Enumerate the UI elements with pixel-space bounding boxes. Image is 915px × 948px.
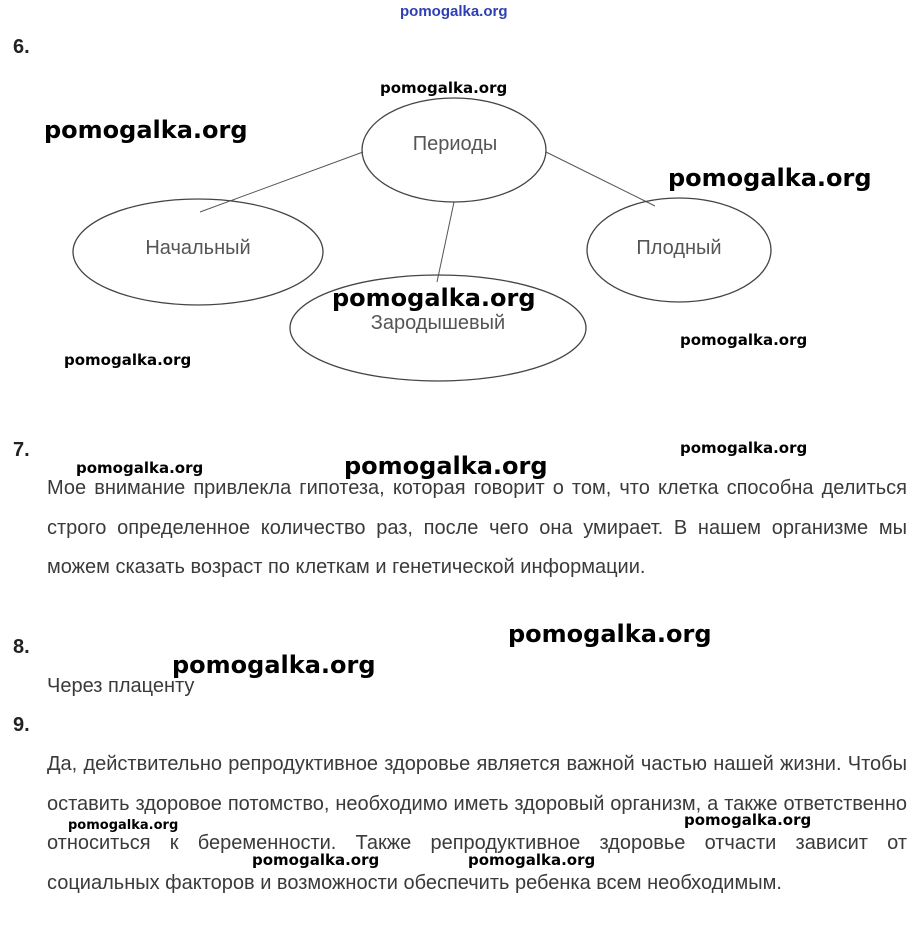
- question-number-9: 9.: [13, 714, 30, 736]
- connector-root-right: [546, 152, 655, 206]
- connector-root-center: [437, 202, 454, 282]
- watermark: pomogalka.org: [344, 452, 548, 480]
- connector-root-left: [200, 152, 363, 212]
- watermark: pomogalka.org: [172, 651, 376, 679]
- child-label-embryonic: Зародышевый: [370, 312, 506, 334]
- watermark: pomogalka.org: [468, 851, 596, 869]
- watermark: pomogalka.org: [332, 284, 536, 312]
- answer-9-text: Да, действительно репродуктивное здоровье является важной частью нашей жизни. Чтобы оставить здоровое потомство, необходимо иметь здоровый организм, а также ответственно относиться к беременности. Также репродуктивное здоровье отчасти зависит от социальных факторов и возможности обеспечить ребенка всем необходимым.: [47, 753, 907, 894]
- watermark: pomogalka.org: [44, 116, 248, 144]
- watermark: pomogalka.org: [68, 818, 179, 833]
- watermark: pomogalka.org: [668, 164, 872, 192]
- answer-8-text: Через плаценту: [47, 675, 195, 697]
- question-number-8: 8.: [13, 636, 30, 658]
- watermark: pomogalka.org: [680, 439, 808, 457]
- root-node-label: Периоды: [412, 133, 498, 155]
- question-number-7: 7.: [13, 439, 30, 461]
- child-label-initial: Начальный: [145, 237, 251, 259]
- watermark: pomogalka.org: [252, 851, 380, 869]
- header-watermark: pomogalka.org: [400, 3, 508, 20]
- watermark: pomogalka.org: [64, 351, 192, 369]
- answer-7-text: Мое внимание привлекла гипотеза, которая говорит о том, что клетка способна делиться строго определенное количество раз, после чего она умирает. В нашем организме мы можем сказать возраст по клеткам и генетической информации.: [47, 477, 907, 578]
- watermark: pomogalka.org: [76, 459, 204, 477]
- watermark: pomogalka.org: [508, 620, 712, 648]
- question-number-6: 6.: [13, 36, 30, 58]
- watermark: pomogalka.org: [680, 331, 808, 349]
- watermark: pomogalka.org: [380, 79, 508, 97]
- watermark: pomogalka.org: [684, 811, 812, 829]
- child-label-fetal: Плодный: [636, 237, 722, 259]
